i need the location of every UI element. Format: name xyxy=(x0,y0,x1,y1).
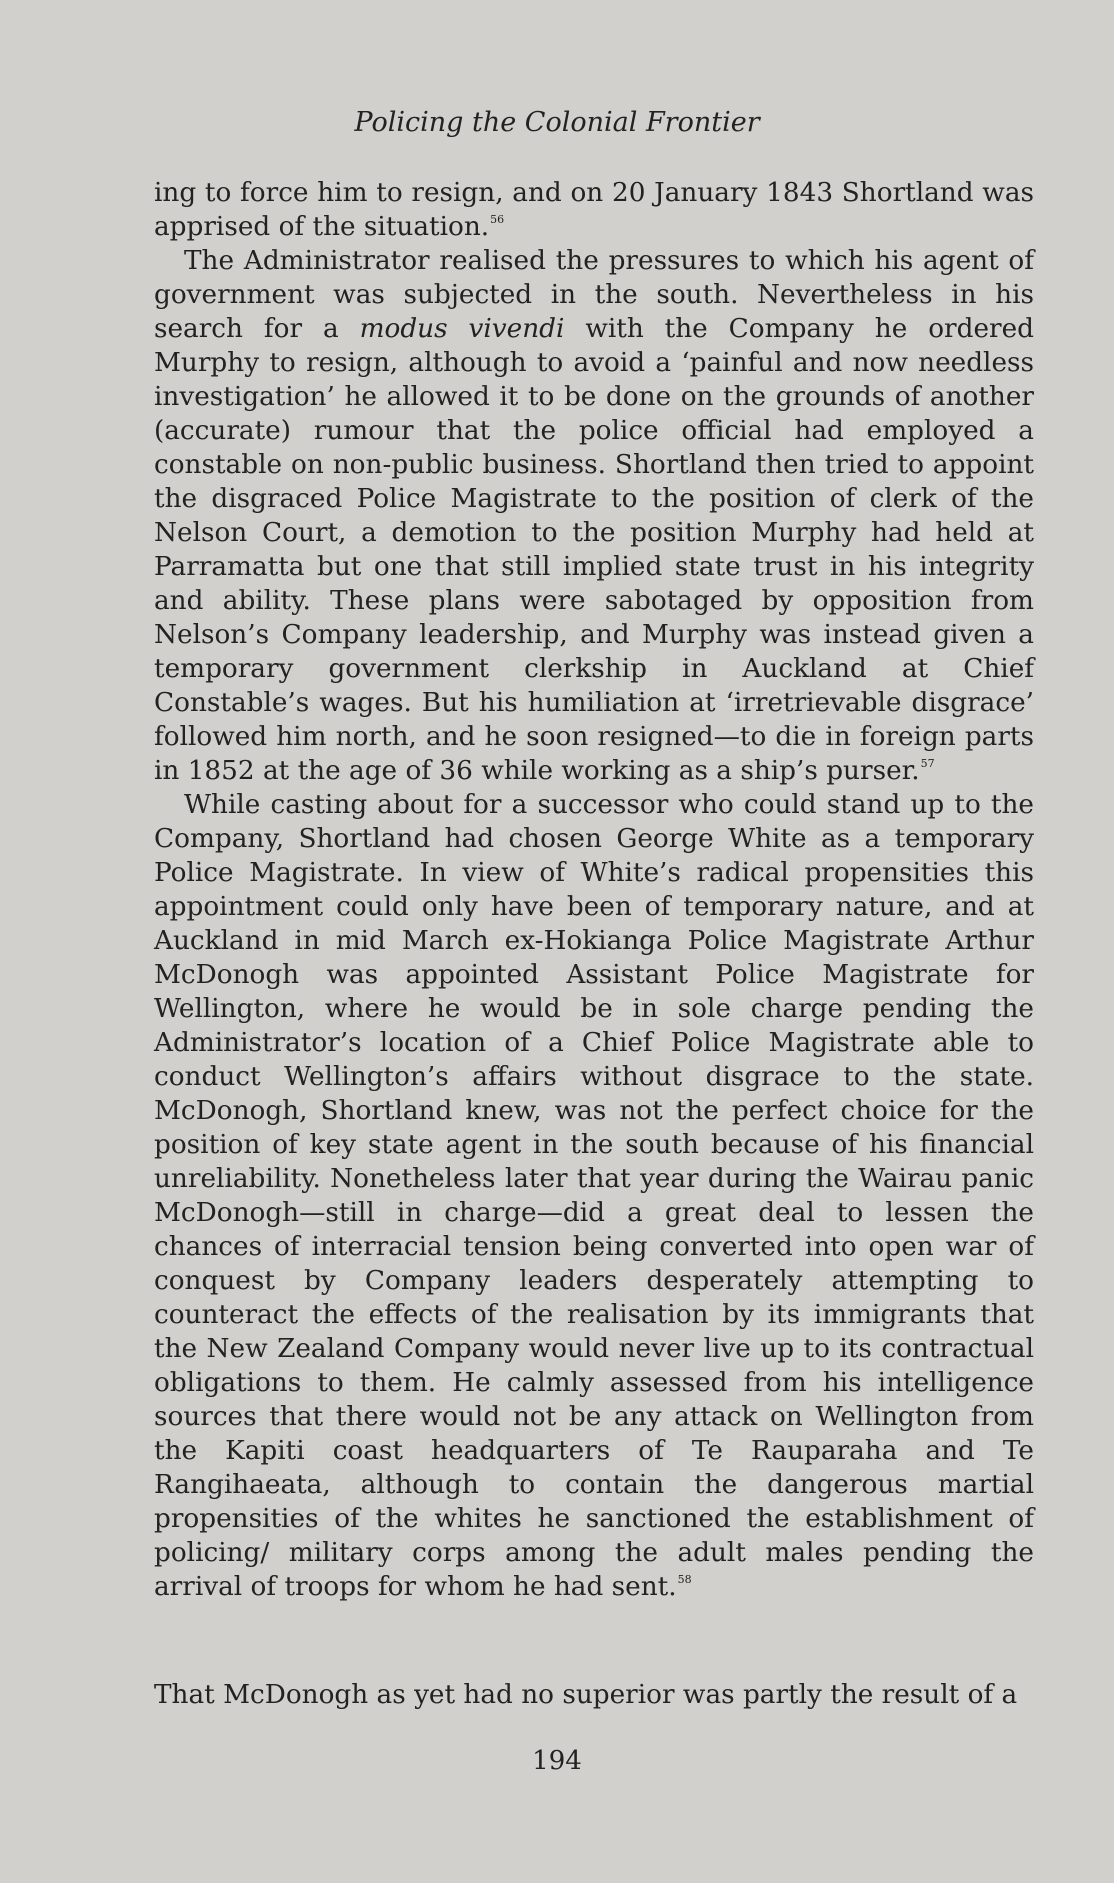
paragraph-2 xyxy=(154,244,1034,788)
paragraph-4-text: That McDonogh as yet had no superior was partly the result of a xyxy=(154,1680,1018,1710)
paragraph-3-text: While casting about for a successor who could stand up to the Company, Shortland had chosen George White as a temporary Police Magistrate. In view of White’s radical propensities this appointment could only have been of temporary nature, and at Auckland in mid March ex-Hokianga Police Magistrate Arthur McDonogh was appointed Assistant Police Magistrate for Wellington, where he would be in sole charge pending the Administrator’s location of a Chief Police Magistrate able to conduct Wellington’s affairs without disgrace to the state. McDonogh, Shortland knew, was not the perfect choice for the position of key state agent in the south because of his financial unreliability. Nonetheless later that year during the Wairau panic McDonogh—still in charge—did a great deal to lessen the chances of interracial tension being converted into open war of conquest by Company leaders desperately attempting to counteract the effects of the realisation by its immigrants that the New Zealand Company would never live up to its contractual obligations to them. He calmly assessed from his intelligence sources that there would not be any attack on Wellington from the Kapiti coast headquarters of Te Rauparaha and Te Rangihaeata, although to contain the dangerous martial propensities of the whites he sanctioned the establishment of policing/ military corps among the adult males pending the arrival of troops for whom he had sent. xyxy=(154,790,1034,1602)
body-text xyxy=(154,176,1034,1712)
footnote-marker-58: 58 xyxy=(677,1573,692,1586)
footnote-marker-56: 56 xyxy=(490,213,505,226)
page-number: 194 xyxy=(532,1746,582,1776)
running-header: Policing the Colonial Frontier xyxy=(354,107,760,138)
footnote-marker-57: 57 xyxy=(920,757,935,770)
paragraph-2-text-end: with the Company he ordered Murphy to resign, although to avoid a ‘painful and now needless investigation’ he allowed it to be done on the grounds of another (accurate) rumour that the police official had employed a constable on non-public business. Shortland then tried to appoint the disgraced Police Magistrate to the position of clerk of the Nelson Court, a demotion to the position Murphy had held at Parramatta but one that still implied state trust in his integrity and ability. These plans were sabotaged by opposition from Nelson’s Company leadership, and Murphy was instead given a temporary government clerkship in Auckland at Chief Constable’s wages. But his humiliation at ‘irretrievable disgrace’ followed him north, and he soon resigned—to die in foreign parts in 1852 at the age of 36 while working as a ship’s purser. xyxy=(154,314,1034,786)
paragraph-3 xyxy=(154,788,1034,1604)
paragraph-1 xyxy=(154,176,1034,244)
paragraph-1-text: ing to force him to resign, and on 20 January 1843 Shortland was apprised of the situation. xyxy=(154,178,1034,242)
paragraph-2-text-start: The Administrator realised the pressures to which his agent of government was subjected in the south. Nevertheless in his search for a xyxy=(154,246,1034,344)
italic-phrase: modus vivendi xyxy=(359,314,565,344)
paragraph-4 xyxy=(154,1678,1034,1712)
